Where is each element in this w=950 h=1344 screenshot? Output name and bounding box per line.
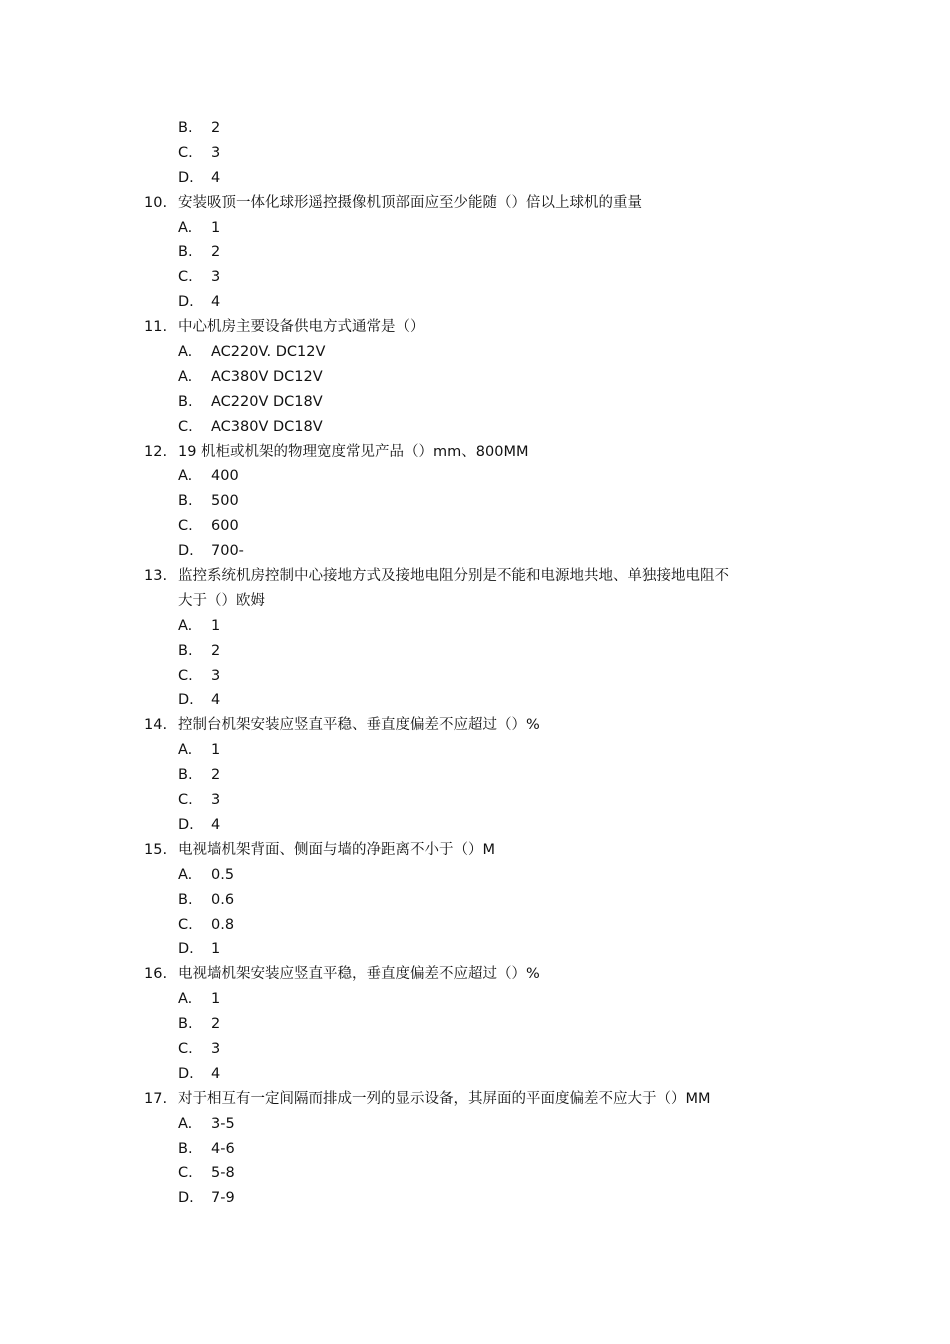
question-text: 电视墙机架背面、侧面与墙的净距离不小于（）M xyxy=(178,841,496,858)
option-text: 3 xyxy=(211,269,221,286)
option-letter: B. xyxy=(178,120,193,136)
question-line xyxy=(0,315,950,340)
option-text: 1 xyxy=(211,617,221,634)
option-item xyxy=(0,913,950,938)
option-text: 2 xyxy=(211,767,221,784)
option-text: 700- xyxy=(211,543,244,560)
option-item xyxy=(0,489,950,514)
option-item xyxy=(0,1112,950,1137)
option-letter: D. xyxy=(178,692,194,709)
option-text: 1 xyxy=(211,219,221,236)
option-item xyxy=(0,166,950,191)
question-text: 监控系统机房控制中心接地方式及接地电阻分别是不能和电源地共地、单独接地电阻不 xyxy=(178,568,729,585)
option-text: AC220V DC18V xyxy=(211,393,323,410)
option-text: 3-5 xyxy=(211,1115,235,1132)
question-line xyxy=(0,838,950,863)
option-item xyxy=(0,390,950,415)
question-line xyxy=(0,1087,950,1112)
option-text: 400 xyxy=(211,468,239,485)
option-text: 1 xyxy=(211,941,221,958)
option-text: 3 xyxy=(211,667,221,684)
option-letter: D. xyxy=(178,816,194,833)
option-text: AC380V DC18V xyxy=(211,418,323,435)
option-text: 3 xyxy=(211,792,221,809)
question-text: 中心机房主要设备供电方式通常是（） xyxy=(178,319,425,336)
option-letter: D. xyxy=(178,294,194,311)
option-text: 4-6 xyxy=(211,1140,235,1157)
option-letter: C. xyxy=(178,1040,193,1057)
option-letter: B. xyxy=(178,1016,193,1033)
question-block xyxy=(0,440,950,564)
option-letter: C. xyxy=(178,667,193,684)
option-item xyxy=(0,464,950,489)
option-item xyxy=(0,340,950,365)
option-letter: A. xyxy=(178,742,193,759)
option-text: 0.6 xyxy=(211,891,235,908)
option-letter: A. xyxy=(178,617,193,634)
option-text: 3 xyxy=(211,144,221,161)
question-continuation xyxy=(0,589,950,614)
option-letter: B. xyxy=(178,1140,193,1157)
question-block xyxy=(0,713,950,837)
question-text: 控制台机架安装应竖直平稳、垂直度偏差不应超过（）% xyxy=(178,717,540,734)
option-letter: C. xyxy=(178,144,193,161)
option-item xyxy=(0,813,950,838)
option-letter: A. xyxy=(178,344,193,361)
option-letter: A. xyxy=(178,368,193,385)
option-text: 2 xyxy=(211,1016,221,1033)
option-item xyxy=(0,116,950,141)
question-text: 大于（）欧姆 xyxy=(178,592,265,609)
option-letter: B. xyxy=(178,642,193,659)
option-letter: A. xyxy=(178,219,193,236)
option-text: 1 xyxy=(211,742,221,759)
option-text: 2 xyxy=(211,244,221,261)
option-letter: A. xyxy=(178,468,193,485)
question-number: 17. xyxy=(144,1090,168,1107)
question-number: 13. xyxy=(144,568,168,585)
option-item xyxy=(0,141,950,166)
question-block xyxy=(0,191,950,315)
option-text: 2 xyxy=(211,120,221,136)
question-number: 15. xyxy=(144,841,168,858)
question-number: 16. xyxy=(144,966,168,983)
question-block xyxy=(0,838,950,962)
option-item xyxy=(0,216,950,241)
option-letter: C. xyxy=(178,269,193,286)
option-letter: A. xyxy=(178,866,193,883)
option-item xyxy=(0,738,950,763)
option-letter: A. xyxy=(178,991,193,1008)
option-item xyxy=(0,937,950,962)
option-item xyxy=(0,1186,950,1211)
option-item xyxy=(0,987,950,1012)
option-text: 4 xyxy=(211,294,221,311)
option-item xyxy=(0,1137,950,1162)
question-number: 11. xyxy=(144,319,168,336)
question-text: 对于相互有一定间隔而排成一列的显示设备，其屏面的平面度偏差不应大于（）MM xyxy=(178,1090,711,1107)
option-text: 4 xyxy=(211,816,221,833)
option-text: 500 xyxy=(211,493,239,510)
option-text: 1 xyxy=(211,991,221,1008)
option-letter: A. xyxy=(178,1115,193,1132)
option-text: 600 xyxy=(211,518,239,535)
question-block xyxy=(0,315,950,439)
option-item xyxy=(0,240,950,265)
option-letter: D. xyxy=(178,169,194,186)
question-text: 安装吸顶一体化球形遥控摄像机顶部面应至少能随（）倍以上球机的重量 xyxy=(178,194,642,211)
question-block xyxy=(0,564,950,713)
option-item xyxy=(0,1062,950,1087)
option-letter: B. xyxy=(178,493,193,510)
option-item xyxy=(0,763,950,788)
option-text: 2 xyxy=(211,642,221,659)
option-item xyxy=(0,614,950,639)
option-item xyxy=(0,539,950,564)
option-letter: C. xyxy=(178,792,193,809)
option-letter: D. xyxy=(178,1190,194,1207)
question-line xyxy=(0,440,950,465)
option-letter: D. xyxy=(178,1065,194,1082)
option-item xyxy=(0,514,950,539)
option-text: 4 xyxy=(211,692,221,709)
option-item xyxy=(0,290,950,315)
question-line xyxy=(0,713,950,738)
option-text: 0.8 xyxy=(211,916,235,933)
option-letter: B. xyxy=(178,891,193,908)
option-item xyxy=(0,265,950,290)
option-item xyxy=(0,365,950,390)
option-letter: D. xyxy=(178,941,194,958)
option-text: AC380V DC12V xyxy=(211,368,323,385)
question-block xyxy=(0,962,950,1086)
option-letter: D. xyxy=(178,543,194,560)
question-line xyxy=(0,962,950,987)
option-letter: C. xyxy=(178,916,193,933)
option-item xyxy=(0,1012,950,1037)
option-letter: B. xyxy=(178,393,193,410)
option-text: AC220V. DC12V xyxy=(211,344,326,361)
question-number: 12. xyxy=(144,443,168,460)
option-item xyxy=(0,688,950,713)
question-block xyxy=(0,116,950,191)
option-item xyxy=(0,664,950,689)
option-item xyxy=(0,415,950,440)
option-text: 5-8 xyxy=(211,1165,235,1182)
option-item xyxy=(0,1037,950,1062)
option-item xyxy=(0,788,950,813)
question-number: 14. xyxy=(144,717,168,734)
option-text: 7-9 xyxy=(211,1190,235,1207)
question-number: 10. xyxy=(144,194,168,211)
option-letter: B. xyxy=(178,244,193,261)
question-text: 19 机柜或机架的物理宽度常见产品（）mm、800MM xyxy=(178,443,529,460)
option-letter: B. xyxy=(178,767,193,784)
option-text: 0.5 xyxy=(211,866,235,883)
option-letter: C. xyxy=(178,418,193,435)
option-item xyxy=(0,888,950,913)
option-item xyxy=(0,1161,950,1186)
question-line xyxy=(0,564,950,589)
option-letter: C. xyxy=(178,1165,193,1182)
option-letter: C. xyxy=(178,518,193,535)
question-text: 电视墙机架安装应竖直平稳，垂直度偏差不应超过（）% xyxy=(178,966,540,983)
question-line xyxy=(0,191,950,216)
option-item xyxy=(0,863,950,888)
question-block xyxy=(0,1087,950,1211)
option-text: 4 xyxy=(211,1065,221,1082)
option-item xyxy=(0,639,950,664)
option-text: 4 xyxy=(211,169,221,186)
document-page xyxy=(0,116,950,1211)
option-text: 3 xyxy=(211,1040,221,1057)
